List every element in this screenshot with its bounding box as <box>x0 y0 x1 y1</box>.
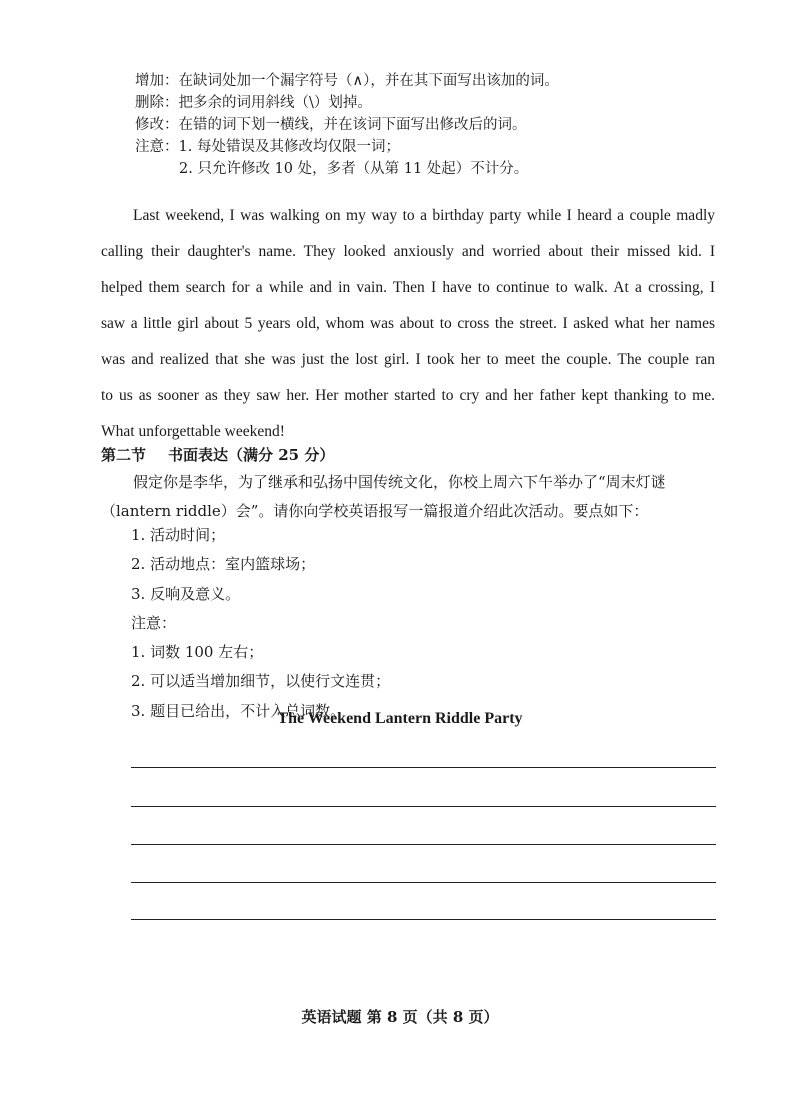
task-line-2: （lantern riddle）会”。请你向学校英语报写一篇报道介绍此次活动。要点如下： <box>101 502 649 520</box>
passage-line: saw a little girl about 5 years old, whom was about to cross the street. I asked what her names <box>101 315 715 332</box>
note-item: 3. 题目已给出，不计入总词数。 <box>131 701 346 720</box>
writing-line[interactable] <box>131 844 716 845</box>
section-heading <box>101 444 334 465</box>
writing-title: The Weekend Lantern Riddle Party <box>277 710 523 727</box>
point-item: 2. 活动地点：室内篮球场； <box>131 555 316 574</box>
task-points <box>131 521 390 726</box>
writing-line[interactable] <box>131 767 716 768</box>
task-line-1: 假定你是李华，为了继承和弘扬中国传统文化，你校上周六下午举办了“周末灯谜 <box>133 473 666 491</box>
writing-line[interactable] <box>131 919 716 920</box>
point-item: 1. 活动时间； <box>131 526 226 544</box>
instruction-modify: 修改：在错的词下划一横线，并在该词下面写出修改后的词。 <box>135 117 527 133</box>
instruction-add: 增加：在缺词处加一个漏字符号（∧），并在其下面写出该加的词。 <box>135 73 559 89</box>
writing-line[interactable] <box>131 806 716 807</box>
instruction-delete: 删除：把多余的词用斜线（\）划掉。 <box>135 95 372 111</box>
passage-line: was and realized that she was just the lost girl. I took her to meet the couple. The couple ran <box>101 351 715 368</box>
note-item: 2. 可以适当增加细节，以使行文连贯； <box>131 672 391 691</box>
passage-line: What unforgettable weekend! <box>101 423 285 440</box>
correction-instructions <box>135 70 559 180</box>
page-footer: 英语试题 第 8 页（共 8 页） <box>301 1008 499 1026</box>
passage-line: helped them search for a while and in vain. Then I have to continue to walk. At a crossing, I <box>101 279 715 296</box>
section-number: 第二节 <box>101 446 147 464</box>
point-item: 3. 反响及意义。 <box>131 584 241 603</box>
error-correction-passage <box>101 198 715 450</box>
writing-task-prompt <box>101 468 719 526</box>
passage-line: calling their daughter's name. They looked anxiously and worried about their missed kid. I <box>101 243 715 260</box>
notes-label: 注意： <box>131 613 177 632</box>
instruction-note-1: 注意：1. 每处错误及其修改均仅限一词； <box>135 139 400 155</box>
passage-line: Last weekend, I was walking on my way to a birthday party while I heard a couple madly <box>133 207 715 224</box>
writing-line[interactable] <box>131 882 716 883</box>
note-item: 1. 词数 100 左右； <box>131 643 264 662</box>
instruction-note-2: 2. 只允许修改 10 处，多者（从第 11 处起）不计分。 <box>179 161 529 177</box>
passage-line: to us as sooner as they saw her. Her mother started to cry and her father kept thanking to me. <box>101 387 715 404</box>
section-title: 书面表达（满分 25 分） <box>168 446 335 464</box>
